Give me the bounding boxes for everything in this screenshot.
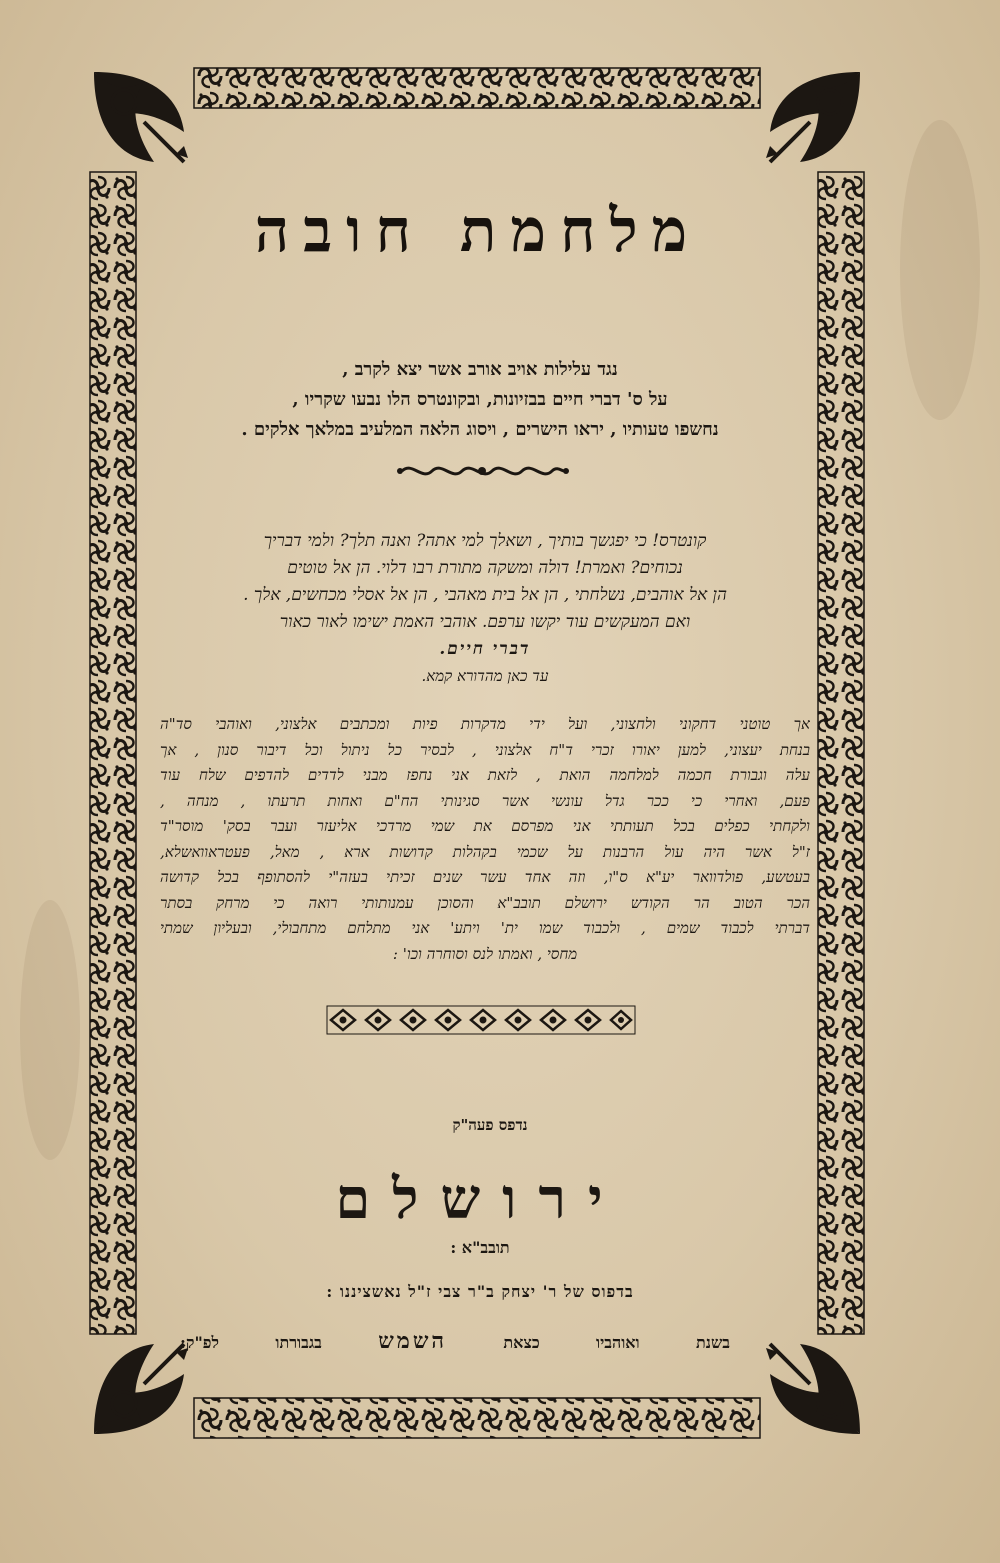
year-line: תובב"א : xyxy=(450,1238,510,1257)
date-word: לפ"ק: xyxy=(180,1333,219,1352)
signature: דברי חיים. xyxy=(439,639,531,659)
text-line: ולקחתי כפלים בכל תעותתי אני מפרסם את שמי מרדכי אליעזר ועבר בסק' מוסר"ד xyxy=(160,817,810,835)
printed-label: נדפס פעה"ק xyxy=(452,1116,528,1134)
date-chronogram xyxy=(180,1328,730,1354)
subtitle-block xyxy=(180,355,780,445)
text-line: הכר הטוב הר הקודש ירושלם תובב"א והסוכן עמנותותי רואה כי מרחק בסתר xyxy=(160,893,810,912)
text-line: נכוחים? ואמרת! דולה ומשקה מתורת רבו דלוי. הן אל טוטים xyxy=(287,558,683,578)
text-line: ז"ל אשר היה עול הרבנות על שכמי בקהלות קדושות ארא , מאל, פעטראוואשלא, xyxy=(160,842,810,861)
intro-paragraph xyxy=(160,528,810,690)
text-line: אך טוטני דחקוני ולחצוני, ועל ידי מדקרות פיות ומכתבים אלצוני, ואוהבי סד"ה xyxy=(160,715,810,733)
date-word: בשנת xyxy=(696,1333,730,1352)
text-line: מחסי , ואמתו לנס וסוחרה וכו' : xyxy=(392,944,578,963)
corner-flourish-icon xyxy=(760,62,870,172)
date-word: כצאת xyxy=(503,1333,540,1352)
text-line: עלה וגבורת חכמה למלחמה הואת , לזאת אני נחפז מבני לדדים להדפים שלח עוד xyxy=(160,766,810,784)
corner-flourish-icon xyxy=(760,1334,870,1444)
text-line: בנחת יעצוני, למען יאורו זכרי ד"ח אלצוני , לבסיר כל ניתול וכל דיבור סנון , אך xyxy=(160,740,810,759)
corner-flourish-icon xyxy=(84,1334,194,1444)
subtitle-line: נחשפו טעותיו , יראו הישרים , ויסוג הלאה המלעיב במלאך אלקים . xyxy=(241,419,719,440)
subtitle-line: נגד עלילות אויב אורב אשר יצא לקרב , xyxy=(342,359,618,380)
text-line: דברתי לכבוד שמים , ולכבוד שמו ית' ויתע' אני מתלחם מתחבולי, ובעליון שמתי xyxy=(160,919,810,937)
text-line: פעם, ואחרי כי ככר גדל עונשי אשר סגינותי הח"ם ואחות תרעתו , מנחה , xyxy=(160,791,810,810)
edition-note: עד כאן מהדורא קמא. xyxy=(421,667,549,685)
date-word: בגבורתו xyxy=(275,1333,322,1352)
subtitle-line: על ס' דברי חיים בבזיונות, ובקונטרס הלו נבעו שקריו , xyxy=(292,389,668,410)
date-word: השמש xyxy=(378,1328,448,1354)
date-word: ואוהביו xyxy=(595,1333,640,1352)
text-line: הן אל אוהבים, נשלחתי , הן אל בית מאהבי , הן אל אסלי מכחשים, אלך . xyxy=(243,585,727,605)
paper-stain xyxy=(20,900,80,1160)
body-paragraph xyxy=(160,712,810,967)
text-line: בעטשע, פולדוואר יע"א ס"ו, וזה אחד עשר שנים זכיתי בעזה"י להסתופף בכל קדושה xyxy=(160,868,810,886)
corner-flourish-icon xyxy=(84,62,194,172)
ornament-divider-icon xyxy=(392,458,572,484)
ornament-band-icon xyxy=(326,1005,636,1035)
paper-stain xyxy=(900,120,980,420)
text-line: ואם המעקשים עוד יקשו ערפם. אוהבי האמת ישימו לאור כאור xyxy=(279,612,691,632)
press-line: בדפוס של ר' יצחק ב"ר צבי ז"ל נאשציננו : xyxy=(326,1282,634,1301)
text-line: קונטרס! כי יפגשך בותיך , ושאלך למי אתה? ואנה תלך? ולמי דבריך xyxy=(263,531,707,551)
page-title: מלחמת חובה xyxy=(254,196,702,266)
city-name: ירושלם xyxy=(335,1166,625,1232)
